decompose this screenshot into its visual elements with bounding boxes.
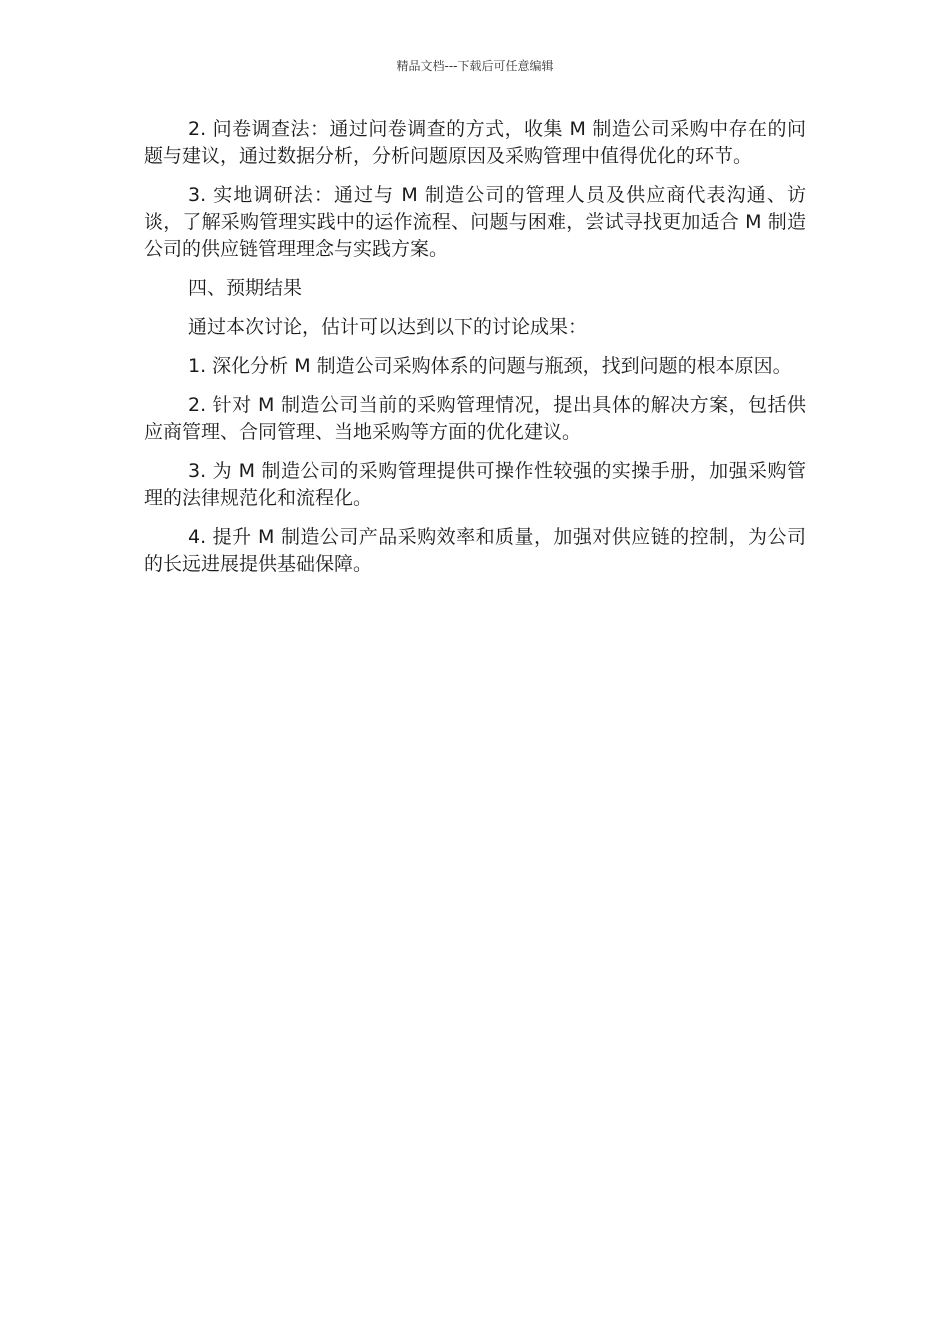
page-header: 精品文档---下载后可任意编辑 [396, 59, 554, 73]
paragraph-result-4: 4. 提升 M 制造公司产品采购效率和质量，加强对供应链的控制，为公司的长远进展提供基础保障。 [144, 526, 806, 575]
paragraph-intro-results: 通过本次讨论，估计可以达到以下的讨论成果： [188, 316, 588, 338]
paragraph-result-3: 3. 为 M 制造公司的采购管理提供可操作性较强的实操手册，加强采购管理的法律规范化和流程化。 [144, 460, 806, 509]
paragraph-result-1: 1. 深化分析 M 制造公司采购体系的问题与瓶颈，找到问题的根本原因。 [188, 355, 792, 377]
section-heading-expected-results: 四、预期结果 [188, 277, 303, 299]
paragraph-questionnaire-method: 2. 问卷调查法：通过问卷调查的方式，收集 M 制造公司采购中存在的问题与建议，通过数据分析，分析问题原因及采购管理中值得优化的环节。 [144, 118, 806, 167]
paragraph-result-2: 2. 针对 M 制造公司当前的采购管理情况，提出具体的解决方案，包括供应商管理、合同管理、当地采购等方面的优化建议。 [144, 394, 806, 443]
paragraph-field-research-method: 3. 实地调研法：通过与 M 制造公司的管理人员及供应商代表沟通、访谈，了解采购管理实践中的运作流程、问题与困难，尝试寻找更加适合 M 制造公司的供应链管理理念与实践方案。 [144, 184, 806, 260]
document-body [144, 116, 806, 590]
